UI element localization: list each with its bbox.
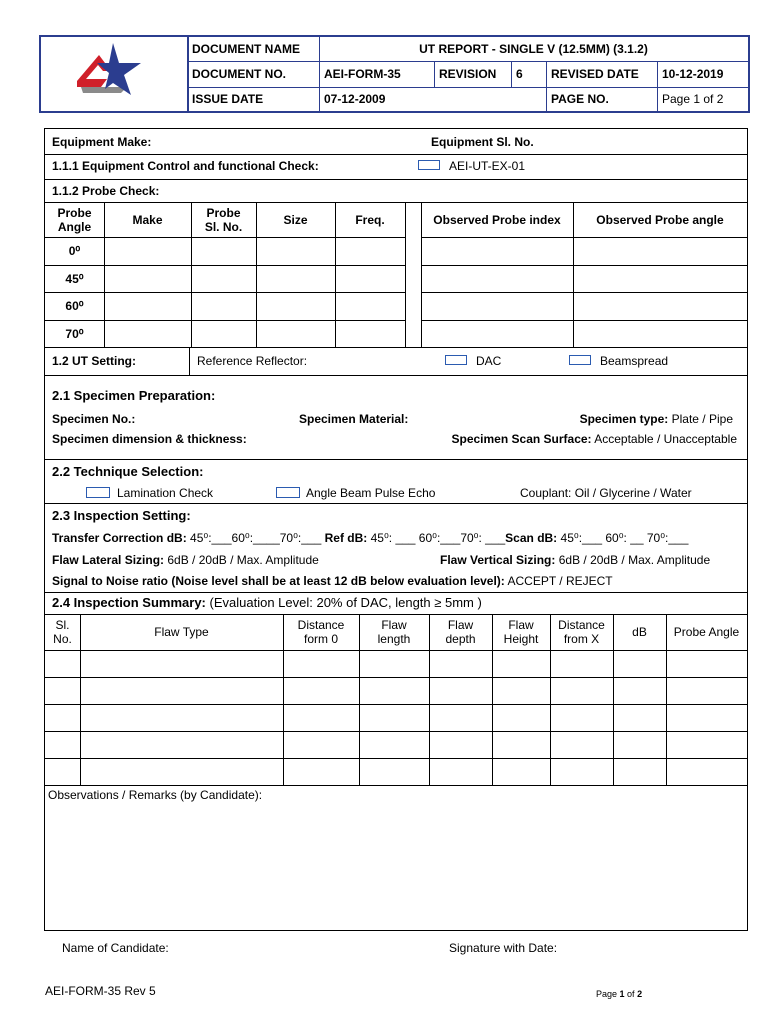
lamination-label: Lamination Check	[117, 486, 214, 500]
probe-angle-summary-header: Probe Angle	[673, 625, 740, 639]
probe-index-header: Observed Probe index	[433, 212, 561, 227]
flaw-lateral-label: Flaw Lateral Sizing:	[52, 553, 165, 567]
flaw-type-header: Flaw Type	[154, 625, 209, 639]
angle-45: 45⁰	[65, 271, 84, 286]
document-header	[39, 35, 750, 113]
ut-setting-label: 1.2 UT Setting:	[52, 354, 137, 368]
couplant-label: Couplant: Oil / Glycerine / Water	[520, 486, 692, 500]
ref-db-label: Ref dB:	[324, 531, 368, 545]
specimen-no-label: Specimen No.:	[52, 412, 136, 426]
specimen-material-label: Specimen Material:	[299, 412, 409, 426]
probe-angle-observed-header: Observed Probe angle	[596, 212, 724, 227]
lamination-checkbox[interactable]	[86, 487, 110, 498]
reference-reflector-label: Reference Reflector:	[197, 354, 308, 368]
flaw-depth-header: Flaw depth	[445, 618, 476, 646]
angle-60: 60⁰	[65, 299, 84, 313]
angle-beam-label: Angle Beam Pulse Echo	[306, 486, 436, 500]
transfer-correction-values: 45⁰:___60⁰:____70⁰:___	[190, 531, 322, 545]
distance-from-x-header: Distance from X	[558, 618, 605, 646]
footer-page-number: Page 1 of 2	[596, 989, 643, 999]
db-header: dB	[632, 625, 647, 639]
probe-check-label: 1.1.2 Probe Check:	[52, 184, 160, 198]
dac-label: DAC	[476, 354, 502, 368]
technique-title: 2.2 Technique Selection:	[52, 464, 204, 479]
sl-no-header: Sl. No.	[53, 618, 72, 646]
flaw-lateral-options: 6dB / 20dB / Max. Amplitude	[167, 553, 319, 567]
specimen-title: 2.1 Specimen Preparation:	[52, 388, 216, 403]
revision-label: REVISION	[439, 67, 497, 81]
specimen-dimension-label: Specimen dimension & thickness:	[52, 432, 247, 446]
control-check-checkbox[interactable]	[418, 160, 440, 170]
signature-label: Signature with Date:	[449, 941, 558, 955]
flaw-height-header: Flaw Height	[503, 618, 539, 646]
issue-date-value: 07-12-2009	[324, 92, 386, 106]
summary-note: (Evaluation Level: 20% of DAC, length ≥ 5mm )	[209, 595, 482, 610]
equipment-serial-label: Equipment Sl. No.	[431, 135, 534, 149]
summary-title: 2.4 Inspection Summary:	[52, 595, 206, 610]
page-no-value: Page 1 of 2	[662, 92, 724, 106]
size-header: Size	[283, 212, 308, 227]
control-check-option: AEI-UT-EX-01	[449, 159, 526, 173]
doc-name-value: UT REPORT - SINGLE V (12.5MM) (3.1.2)	[419, 42, 648, 56]
beamspread-label: Beamspread	[600, 354, 669, 368]
observations-label: Observations / Remarks (by Candidate):	[48, 788, 263, 802]
candidate-name-label: Name of Candidate:	[62, 941, 169, 955]
angle-beam-checkbox[interactable]	[276, 487, 300, 498]
issue-date-label: ISSUE DATE	[192, 92, 264, 106]
snr-label: Signal to Noise ratio (Noise level shall be at least 12 dB below evaluation level):	[52, 574, 505, 588]
form-revision: AEI-FORM-35 Rev 5	[45, 984, 156, 998]
distance-form-0-header: Distance form 0	[297, 618, 345, 646]
transfer-correction-label: Transfer Correction dB:	[52, 531, 187, 545]
snr-options: ACCEPT / REJECT	[507, 574, 613, 588]
ref-db-values: 45⁰: ___ 60⁰:___70⁰: ___	[370, 531, 506, 545]
page-no-label: PAGE NO.	[551, 92, 609, 106]
company-logo	[41, 37, 189, 111]
scan-surface-options: Acceptable / Unacceptable	[594, 432, 737, 446]
revised-date-value: 10-12-2019	[662, 67, 724, 81]
scan-surface-label: Specimen Scan Surface:	[451, 432, 592, 446]
beamspread-checkbox[interactable]	[569, 355, 591, 365]
freq-header: Freq.	[355, 212, 385, 227]
scan-db-values: 45⁰:___ 60⁰: __ 70⁰:___	[560, 531, 689, 545]
flaw-length-header: Flaw length	[377, 618, 411, 646]
dac-checkbox[interactable]	[445, 355, 467, 365]
make-header: Make	[132, 212, 163, 227]
probe-angle-header: Probe Angle	[57, 205, 92, 234]
revision-value: 6	[516, 67, 523, 81]
inspection-setting-title: 2.3 Inspection Setting:	[52, 508, 191, 523]
angle-0: 0⁰	[68, 244, 81, 258]
specimen-type-options: Plate / Pipe	[671, 412, 733, 426]
control-check-label: 1.1.1 Equipment Control and functional Check:	[52, 159, 319, 173]
ut-report-form	[44, 128, 748, 931]
revised-date-label: REVISED DATE	[551, 67, 639, 81]
specimen-type-label: Specimen type:	[579, 412, 669, 426]
equipment-make-label: Equipment Make:	[52, 135, 152, 149]
probe-sl-no-header: Probe Sl. No.	[204, 205, 243, 234]
angle-70: 70⁰	[65, 326, 84, 341]
flaw-vertical-options: 6dB / 20dB / Max. Amplitude	[558, 553, 711, 567]
scan-db-label: Scan dB:	[505, 531, 558, 545]
flaw-vertical-label: Flaw Vertical Sizing:	[440, 553, 556, 567]
doc-no-label: DOCUMENT NO.	[192, 67, 286, 81]
doc-name-label: DOCUMENT NAME	[192, 42, 300, 56]
doc-no-value: AEI-FORM-35	[324, 67, 401, 81]
